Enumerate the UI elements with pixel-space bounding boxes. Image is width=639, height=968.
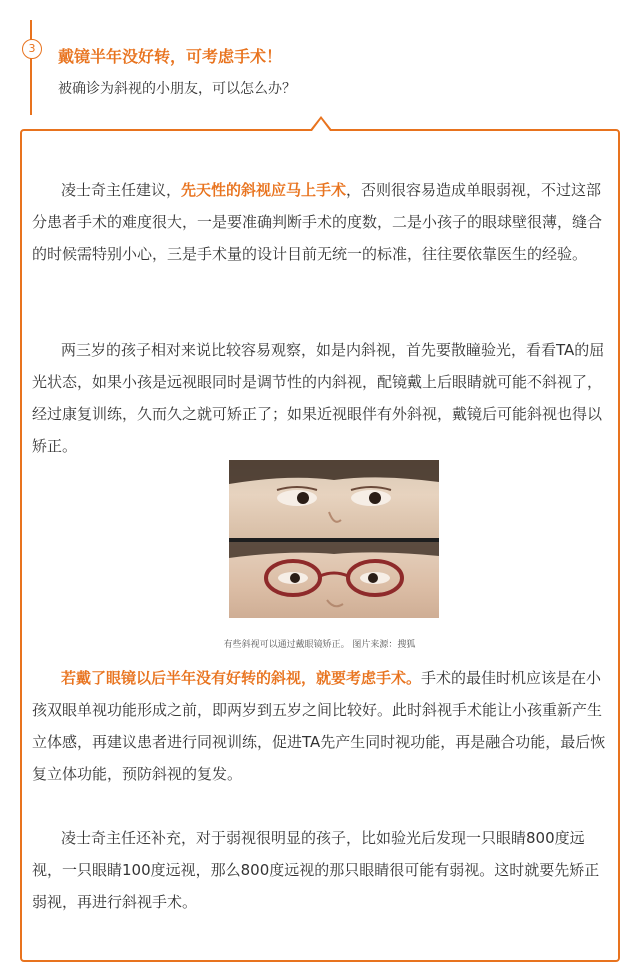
paragraph-2: 两三岁的孩子相对来说比较容易观察，如是内斜视，首先要散瞳验光，看看TA的屈光状态，如果小孩是远视眼同时是调节性的内斜视，配镜戴上后眼睛就可能不斜视了，经过康复训练，久而久之就可矫正了；如果近视眼伴有外斜视，戴镜后可能斜视也得以矫正。 — [32, 341, 605, 455]
section-number-badge: 3 — [22, 39, 42, 59]
eyes-without-glasses-illustration — [229, 460, 439, 538]
paragraph-4: 凌士奇主任还补充，对于弱视很明显的孩子，比如验光后发现一只眼睛800度远视，一只眼睛100度远视，那么800度远视的那只眼睛很可能有弱视。这时就要先矫正弱视，再进行斜视手术。 — [32, 829, 600, 911]
paragraph-3-highlight: 若戴了眼镜以后半年没有好转的斜视，就要考虑手术。 — [61, 669, 422, 687]
strabismus-glasses-photo — [229, 460, 439, 618]
paragraph-1-lead: 凌士奇主任建议， — [61, 181, 182, 199]
content-box-pointer-fill — [312, 119, 330, 131]
paragraph-1-body: ，否则很容易造成单眼弱视，不过这部分患者手术的难度很大，一是要准确判断手术的度数，二是小孩子的眼球壁很薄，缝合的时候需特别小心，三是手术量的设计目前无统一的标准，往往要依靠医生的经验。 — [32, 181, 603, 263]
paragraph-3-body: 手术的最佳时机应该是在小孩双眼单视功能形成之前，即两岁到五岁之间比较好。此时斜视手术能让小孩重新产生立体感，再建议患者进行同视训练，促进TA先产生同时视功能，再是融合功能，最后恢复立体功能，预防斜视的复发。 — [32, 669, 606, 783]
section-subtitle: 被确诊为斜视的小朋友，可以怎么办？ — [58, 81, 296, 97]
paragraph-1-highlight: 先天性的斜视应马上手术 — [181, 181, 347, 199]
photo-child-without-glasses — [229, 460, 439, 538]
section-title: 戴镜半年没好转，可考虑手术！ — [58, 47, 283, 66]
eyes-with-glasses-illustration — [229, 542, 439, 618]
paragraph-3 — [32, 662, 610, 790]
photo-caption: 有些斜视可以通过戴眼镜矫正。 图片来源：搜狐 — [223, 640, 416, 650]
paragraph-1 — [32, 174, 610, 270]
section-accent-line — [30, 20, 32, 115]
photo-child-with-glasses — [229, 542, 439, 618]
